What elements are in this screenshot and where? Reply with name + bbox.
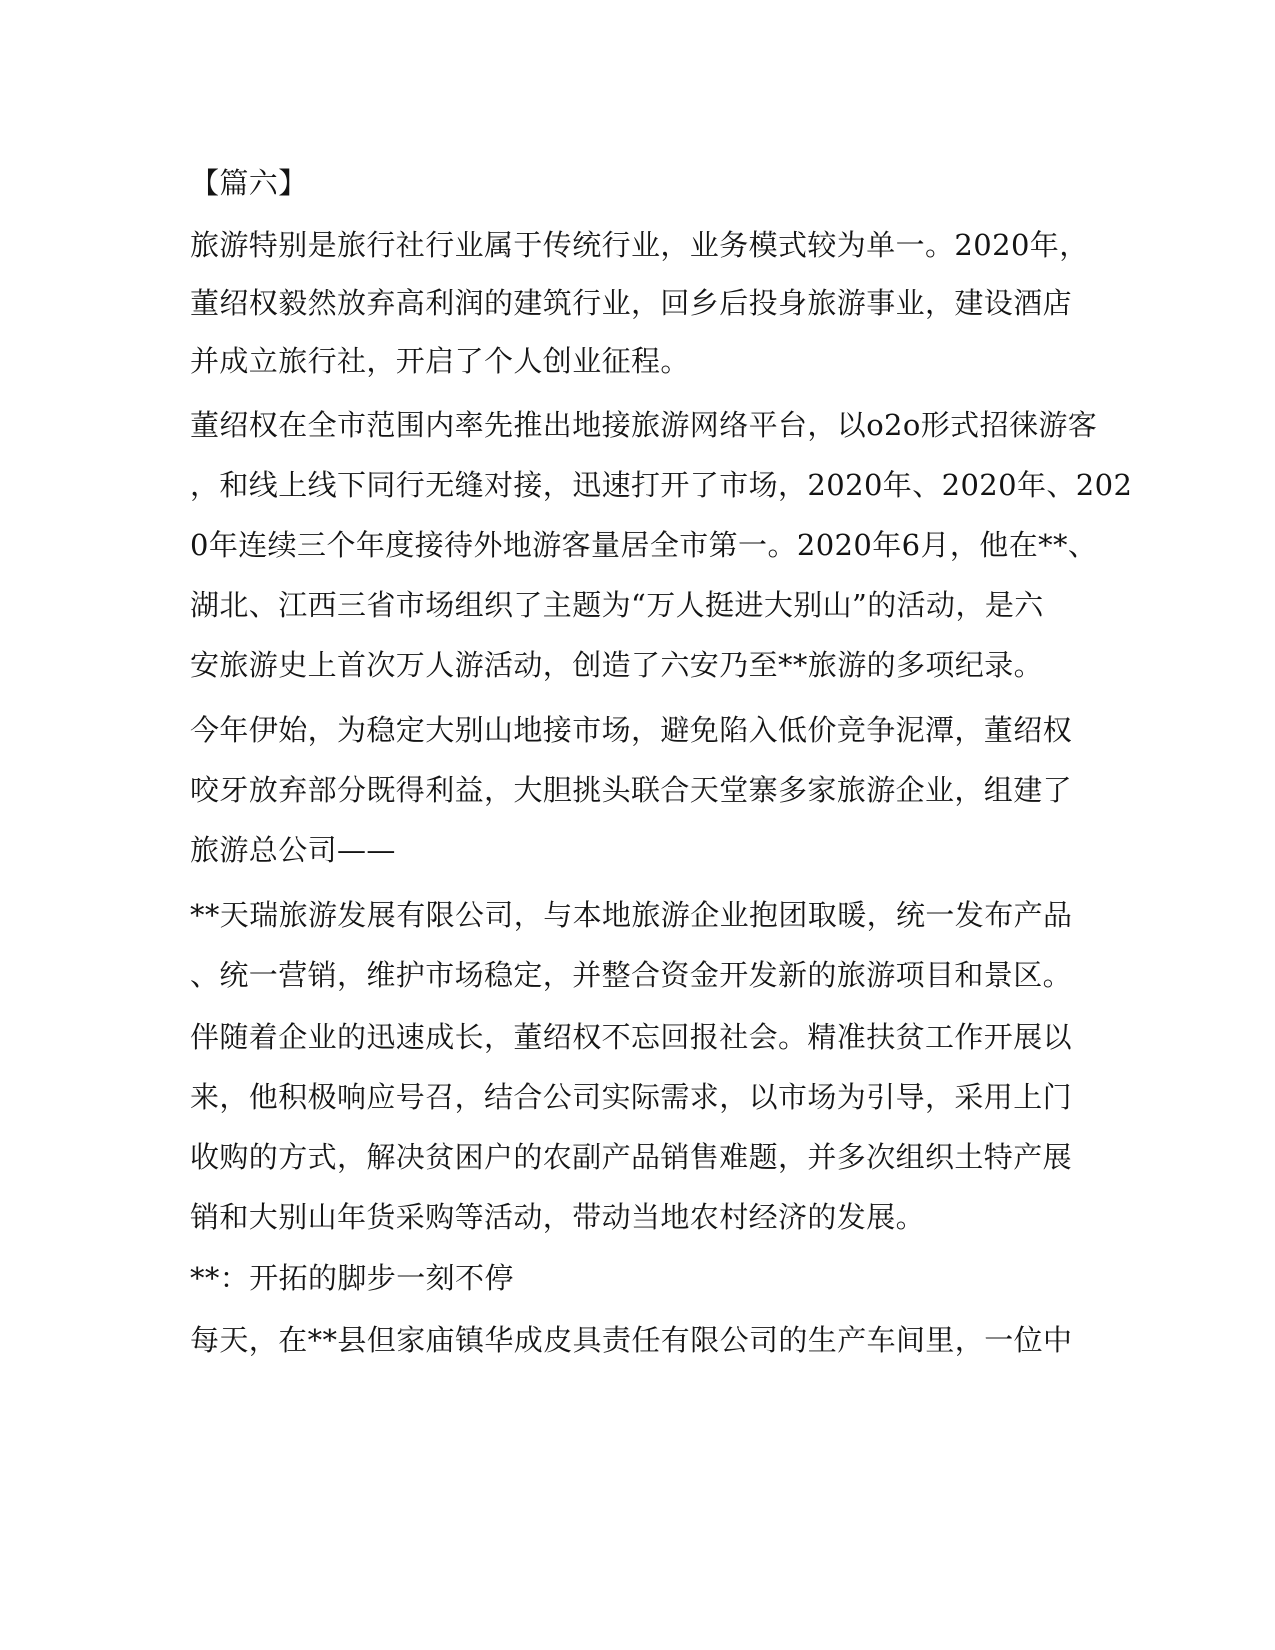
text-line: 安旅游史上首次万人游活动，创造了六安乃至**旅游的多项纪录。: [190, 648, 1044, 682]
text-line: 董绍权在全市范围内率先推出地接旅游网络平台，以o2o形式招徕游客: [190, 408, 1098, 442]
text-line: 每天，在**县但家庙镇华成皮具责任有限公司的生产车间里，一位中: [190, 1323, 1073, 1357]
text-line: 来，他积极响应号召，结合公司实际需求，以市场为引导，采用上门: [190, 1080, 1073, 1114]
text-line: 旅游总公司——: [190, 833, 396, 867]
text-line: ，和线上线下同行无缝对接，迅速打开了市场，2020年、2020年、202: [190, 468, 1133, 502]
text-line: 伴随着企业的迅速成长，董绍权不忘回报社会。精准扶贫工作开展以: [190, 1020, 1073, 1054]
text-line: 今年伊始，为稳定大别山地接市场，避免陷入低价竞争泥潭，董绍权: [190, 713, 1073, 747]
text-line: 湖北、江西三省市场组织了主题为“万人挺进大别山”的活动，是六: [190, 588, 1044, 622]
text-line: 销和大别山年货采购等活动，带动当地农村经济的发展。: [190, 1200, 926, 1234]
text-line: 旅游特别是旅行社行业属于传统行业，业务模式较为单一。2020年，: [190, 228, 1089, 262]
text-line: 、统一营销，维护市场稳定，并整合资金开发新的旅游项目和景区。: [190, 958, 1073, 992]
text-line: **天瑞旅游发展有限公司，与本地旅游企业抱团取暖，统一发布产品: [190, 898, 1073, 932]
text-line: 董绍权毅然放弃高利润的建筑行业，回乡后投身旅游事业，建设酒店: [190, 286, 1073, 320]
text-line: 并成立旅行社，开启了个人创业征程。: [190, 344, 690, 378]
text-line: 收购的方式，解决贫困户的农副产品销售难题，并多次组织土特产展: [190, 1140, 1073, 1174]
text-line: 0年连续三个年度接待外地游客量居全市第一。2020年6月，他在**、: [190, 528, 1098, 562]
text-line: 咬牙放弃部分既得利益，大胆挑头联合天堂寨多家旅游企业，组建了: [190, 773, 1073, 807]
subheading-line: **：开拓的脚步一刻不停: [190, 1261, 514, 1295]
section-heading: 【篇六】: [190, 166, 308, 200]
